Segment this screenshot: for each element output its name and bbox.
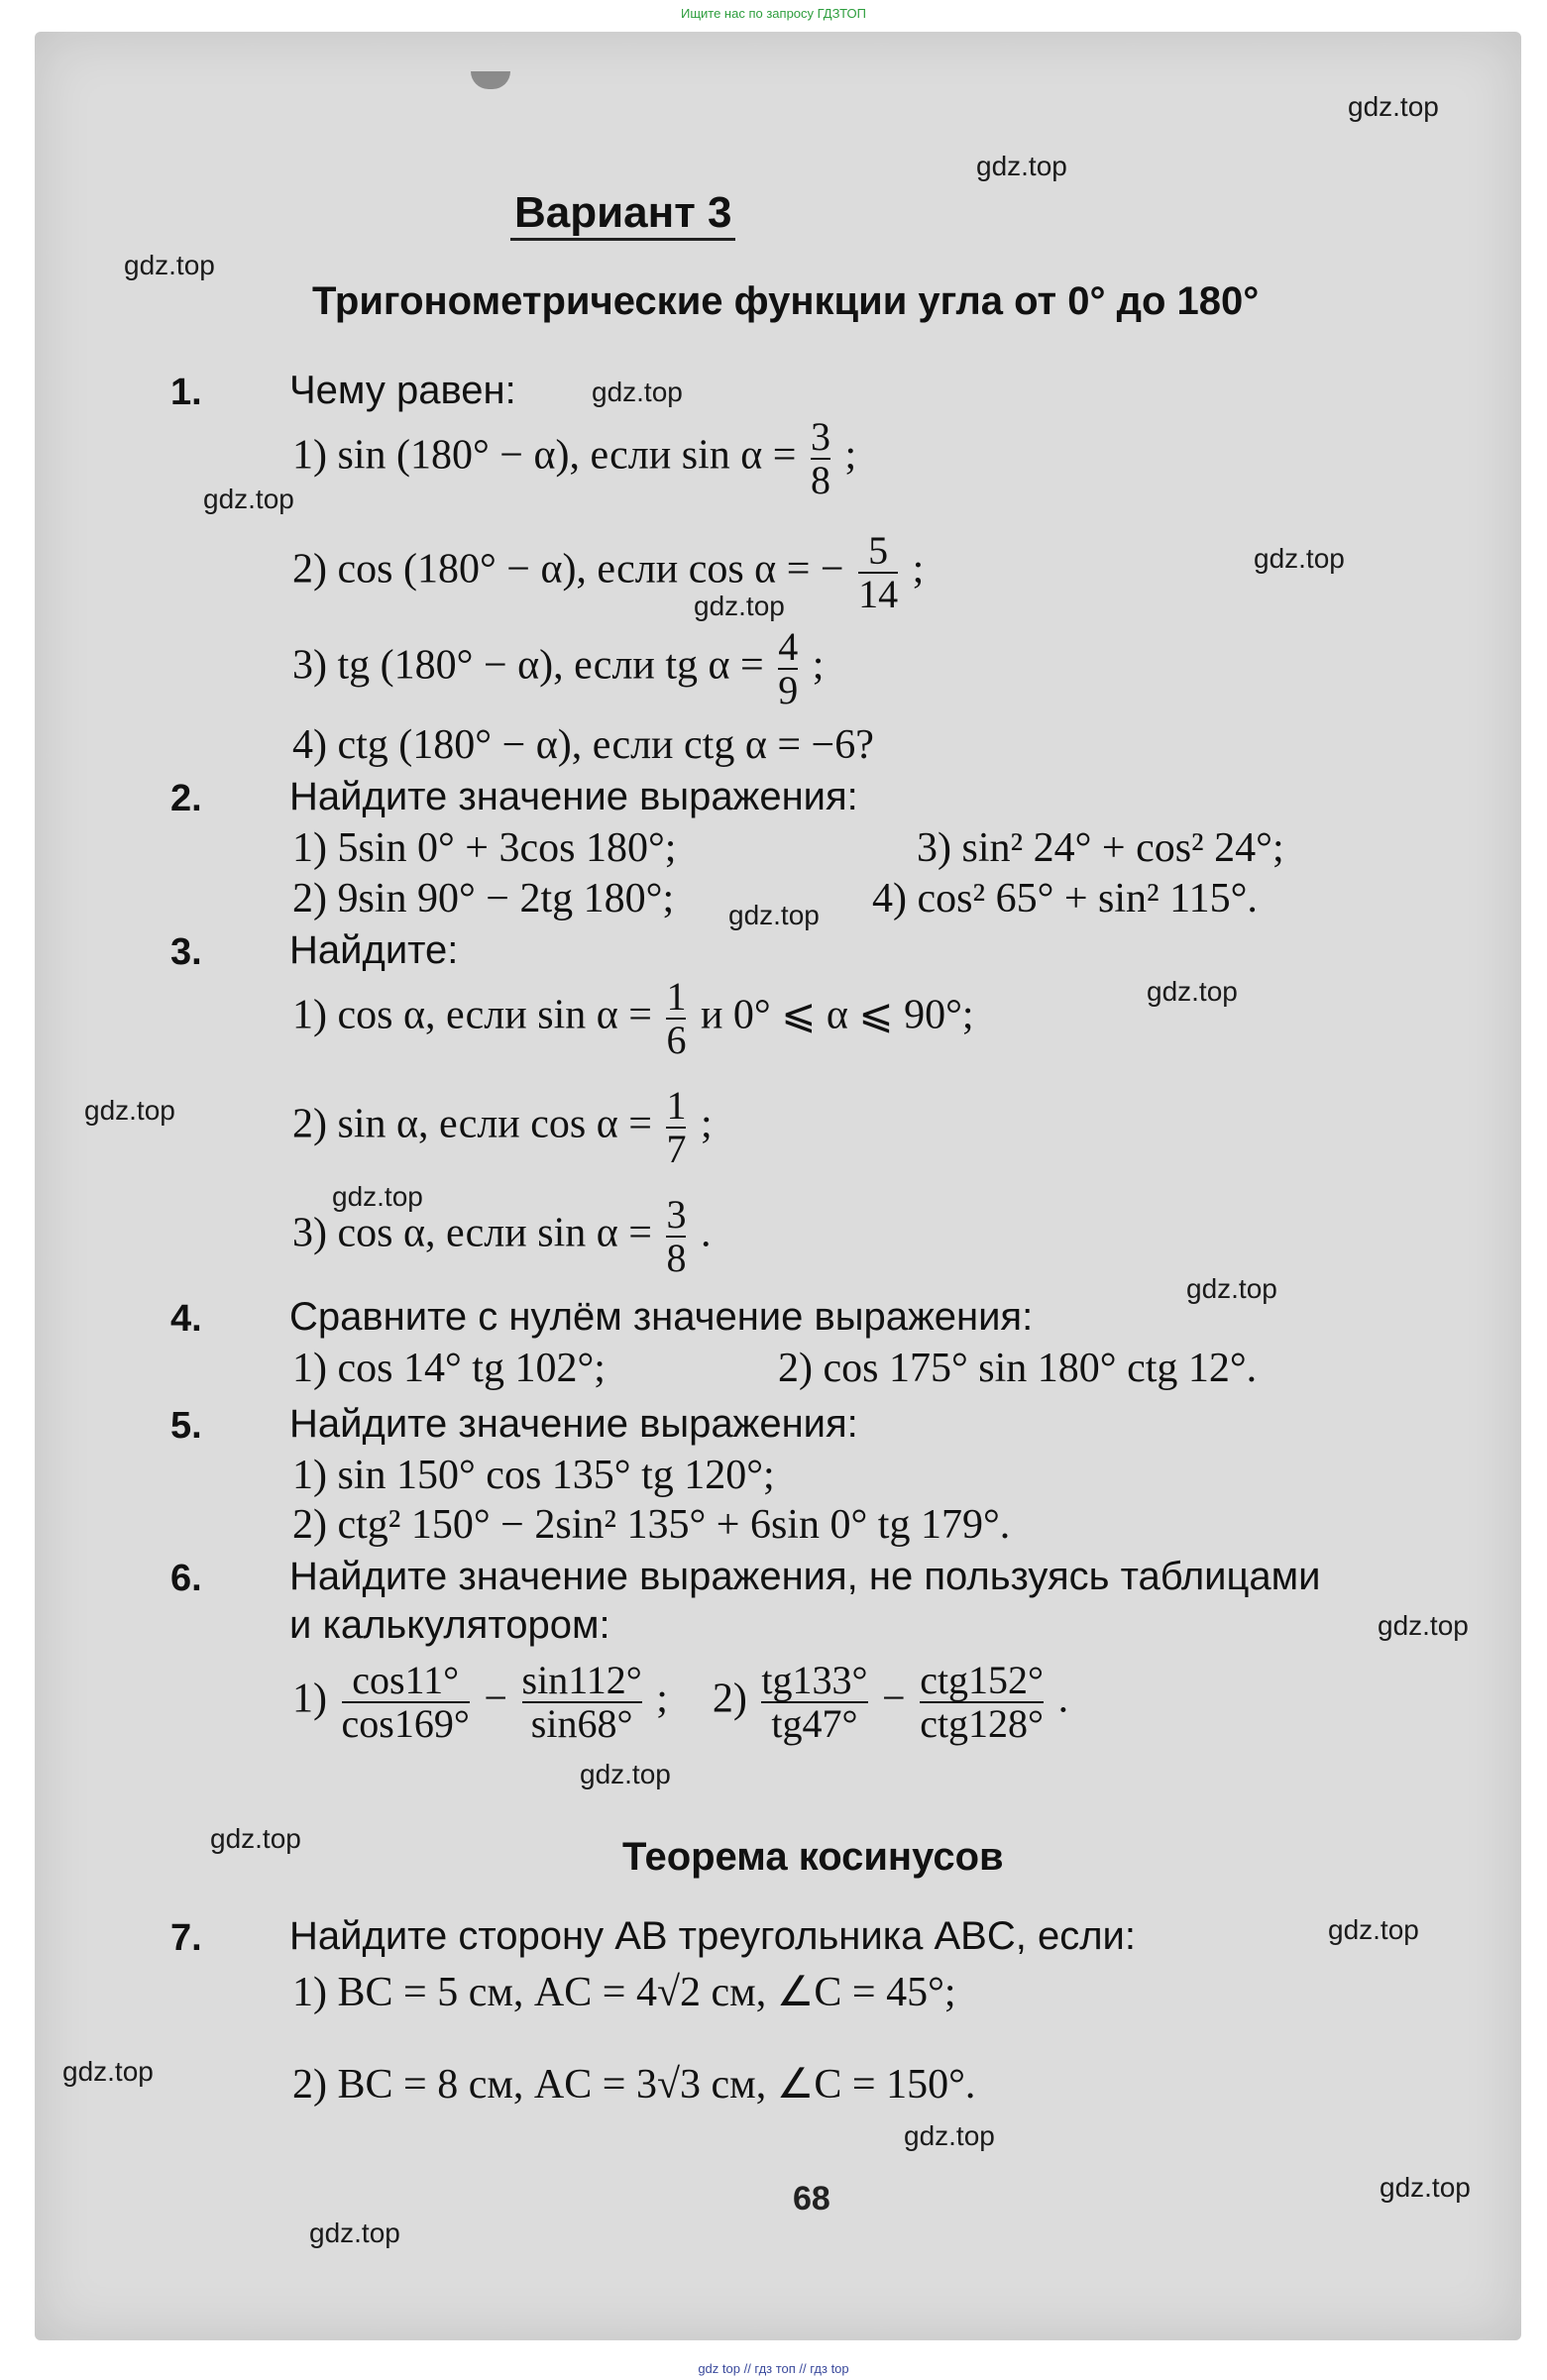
task-item (292, 626, 824, 711)
numerator: 3 (666, 1192, 687, 1237)
watermark: gdz.top (124, 250, 215, 280)
watermark: gdz.top (1254, 543, 1345, 574)
operator: − (882, 1676, 906, 1722)
watermark: gdz.top (62, 2056, 154, 2087)
numerator: tg133° (761, 1658, 868, 1702)
watermark: gdz.top (592, 377, 683, 407)
task-item: 1) sin 150° cos 135° tg 120°; (292, 1453, 775, 1498)
task-item: 1) 5sin 0° + 3cos 180°; (292, 825, 677, 871)
numerator: 1 (666, 974, 687, 1019)
item-end: ; (700, 1101, 713, 1147)
section-title-trig: Тригонометрические функции угла от 0° до 180° (312, 279, 1260, 323)
fraction (522, 1660, 642, 1745)
task-item (292, 1085, 713, 1170)
item-text: 1) cos α, если sin α = (292, 992, 652, 1038)
watermark: gdz.top (1328, 1914, 1419, 1945)
task-item: 2) BC = 8 см, AC = 3√3 см, ∠C = 150°. (292, 2062, 976, 2108)
watermark: gdz.top (1378, 1610, 1469, 1641)
item-label: 1) (292, 1676, 327, 1722)
task-number: 2. (170, 778, 202, 819)
task-text: Найдите значение выражения: (289, 775, 858, 818)
task-number: 1. (170, 372, 202, 413)
fraction (920, 1660, 1044, 1745)
item-text: 2) cos (180° − α), если cos α = − (292, 546, 844, 593)
watermark: gdz.top (1147, 976, 1238, 1007)
denominator: 7 (666, 1127, 687, 1171)
task-number: 6. (170, 1558, 202, 1599)
task-text: Найдите: (289, 928, 459, 972)
watermark: gdz.top (210, 1823, 301, 1854)
denominator: 8 (666, 1236, 687, 1280)
item-end: ; (812, 642, 825, 689)
top-banner[interactable]: Ищите нас по запросу ГДЗТОП (680, 6, 866, 21)
task-item: 2) 9sin 90° − 2tg 180°; (292, 876, 675, 921)
watermark: gdz.top (694, 591, 785, 621)
watermark: gdz.top (203, 484, 294, 514)
watermark: gdz.top (1380, 2172, 1471, 2203)
page-shadow-mark (471, 71, 510, 89)
item-end: ; (912, 546, 925, 593)
watermark: gdz.top (309, 2218, 400, 2248)
item-label: 2) (712, 1676, 747, 1722)
task-item: 4) cos² 65° + sin² 115°. (872, 876, 1258, 921)
operator: − (484, 1676, 508, 1722)
task-item (292, 1660, 1068, 1745)
page-number: 68 (793, 2180, 830, 2218)
fraction (761, 1660, 867, 1745)
numerator: 5 (868, 528, 889, 573)
numerator: cos11° (352, 1658, 460, 1702)
watermark: gdz.top (84, 1095, 175, 1126)
bottom-banner[interactable]: gdz top // гдз топ // гдз top (698, 2361, 849, 2376)
section-title-cosine: Теорема косинусов (622, 1835, 1004, 1879)
numerator: 3 (810, 414, 830, 459)
watermark: gdz.top (1348, 91, 1439, 122)
task-number: 3. (170, 931, 202, 973)
item-text: 3) tg (180° − α), если tg α = (292, 642, 764, 689)
numerator: ctg152° (920, 1658, 1045, 1702)
task-text: и калькулятором: (289, 1603, 610, 1647)
denominator: cos169° (341, 1701, 470, 1746)
watermark: gdz.top (332, 1181, 423, 1212)
watermark: gdz.top (904, 2120, 995, 2151)
watermark: gdz.top (1186, 1273, 1277, 1304)
numerator: 4 (778, 624, 799, 669)
numerator: sin112° (521, 1658, 642, 1702)
task-item: 3) sin² 24° + cos² 24°; (917, 825, 1284, 871)
task-text: Найдите сторону AB треугольника ABC, если: (289, 1914, 1136, 1958)
denominator: 6 (666, 1018, 687, 1062)
fraction (666, 976, 686, 1061)
task-item: 1) BC = 5 см, AC = 4√2 см, ∠C = 45°; (292, 1970, 956, 2015)
numerator: 1 (666, 1083, 687, 1128)
task-text: Найдите значение выражения: (289, 1402, 858, 1446)
item-end: . (700, 1210, 712, 1256)
task-number: 4. (170, 1298, 202, 1340)
separator: ; (656, 1676, 668, 1722)
task-text: Найдите значение выражения, не пользуясь таблицами (289, 1555, 1321, 1598)
fraction (811, 416, 830, 501)
denominator: 9 (778, 668, 799, 712)
task-item: 1) cos 14° tg 102°; (292, 1346, 606, 1391)
fraction (666, 1194, 686, 1279)
task-item: 2) cos 175° sin 180° ctg 12°. (778, 1346, 1258, 1391)
fraction (666, 1085, 686, 1170)
task-item: 4) ctg (180° − α), если ctg α = −6? (292, 722, 874, 768)
denominator: 14 (858, 572, 899, 616)
watermark: gdz.top (580, 1759, 671, 1789)
denominator: tg47° (761, 1701, 867, 1745)
item-text: 1) sin (180° − α), если sin α = (292, 432, 797, 479)
item-end: ; (844, 432, 857, 479)
fraction (778, 626, 798, 711)
task-number: 7. (170, 1917, 202, 1959)
task-text: Сравните с нулём значение выражения: (289, 1295, 1034, 1339)
watermark: gdz.top (728, 900, 820, 930)
item-end: и 0° ⩽ α ⩽ 90°; (700, 992, 974, 1038)
task-item: 2) ctg² 150° − 2sin² 135° + 6sin 0° tg 179°. (292, 1502, 1011, 1548)
denominator: 8 (810, 458, 830, 502)
variant-title: Вариант 3 (510, 188, 735, 241)
denominator: ctg128° (920, 1701, 1045, 1746)
task-text: Чему равен: (289, 369, 516, 412)
fraction (342, 1660, 470, 1745)
task-item (292, 416, 856, 501)
item-text: 2) sin α, если cos α = (292, 1101, 652, 1147)
item-text: 3) cos α, если sin α = (292, 1210, 652, 1256)
denominator: sin68° (522, 1701, 642, 1745)
task-number: 5. (170, 1405, 202, 1447)
fraction (858, 530, 898, 615)
task-item (292, 976, 974, 1061)
watermark: gdz.top (976, 151, 1067, 181)
item-end: . (1057, 1676, 1069, 1722)
task-item (292, 530, 924, 615)
